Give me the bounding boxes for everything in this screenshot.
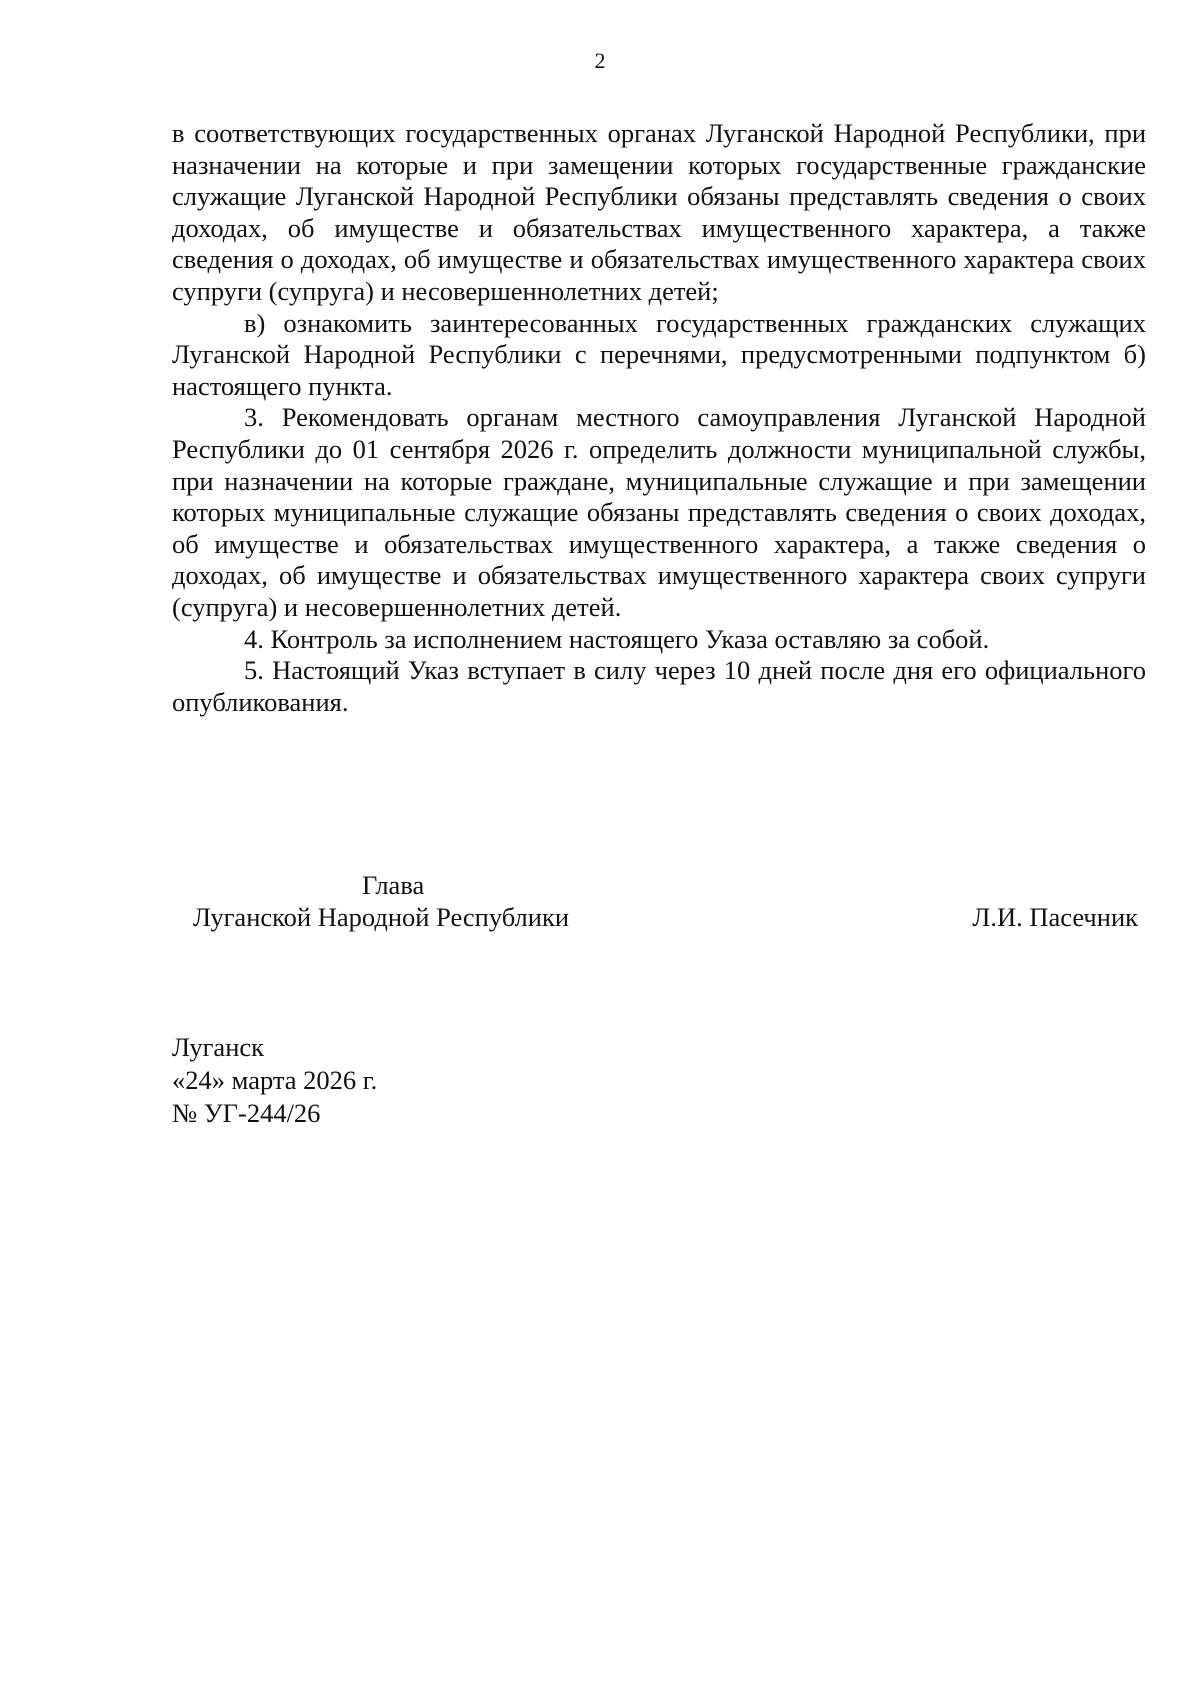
page-number: 2 (594, 48, 606, 73)
paragraph-continuation: в соответствующих государственных органах Луганской Народной Республики, при назначении на которые и при замещении которых государственные гражданские служащие Луганской Народной Республики обязаны представлять сведения о своих доходах, об имуществе и обязательствах имущественного характера, а также сведения о доходах, об имуществе и обязательствах имущественного характера своих супруги (супруга) и несовершеннолетних детей; (172, 118, 1146, 306)
footer-date: «24» марта 2026 г. (172, 1065, 378, 1095)
paragraph-item-3: 3. Рекомендовать органам местного самоуправления Луганской Народной Республики до 01 сентября 2026 г. определить должности муниципальной службы, при назначении на которые граждане, муниципальные служащие и при замещении которых муниципальные служащие обязаны представлять сведения о своих доходах, об имуществе и обязательствах имущественного характера, а также сведения о доходах, об имуществе и обязательствах имущественного характера своих супруги (супруга) и несовершеннолетних детей. (172, 402, 1146, 622)
paragraph-item-5: 5. Настоящий Указ вступает в силу через 10 дней после дня его официального опубликования. (172, 655, 1146, 717)
paragraph-item-4: 4. Контроль за исполнением настоящего Указа оставляю за собой. (244, 623, 990, 654)
document-body (172, 118, 1146, 718)
paragraph-item-v: в) ознакомить заинтересованных государственных гражданских служащих Луганской Народной Республики с перечнями, предусмотренными подпунктом б) настоящего пункта. (172, 307, 1146, 401)
footer-number: № УГ-244/26 (172, 1098, 321, 1128)
signatory-name: Л.И. Пасечник (972, 902, 1138, 932)
signature-title-line2: Луганской Народной Республики (193, 902, 570, 932)
document-footer (172, 1031, 377, 1130)
footer-city: Луганск (172, 1032, 265, 1062)
signature-title-line1: Глава (362, 870, 425, 900)
